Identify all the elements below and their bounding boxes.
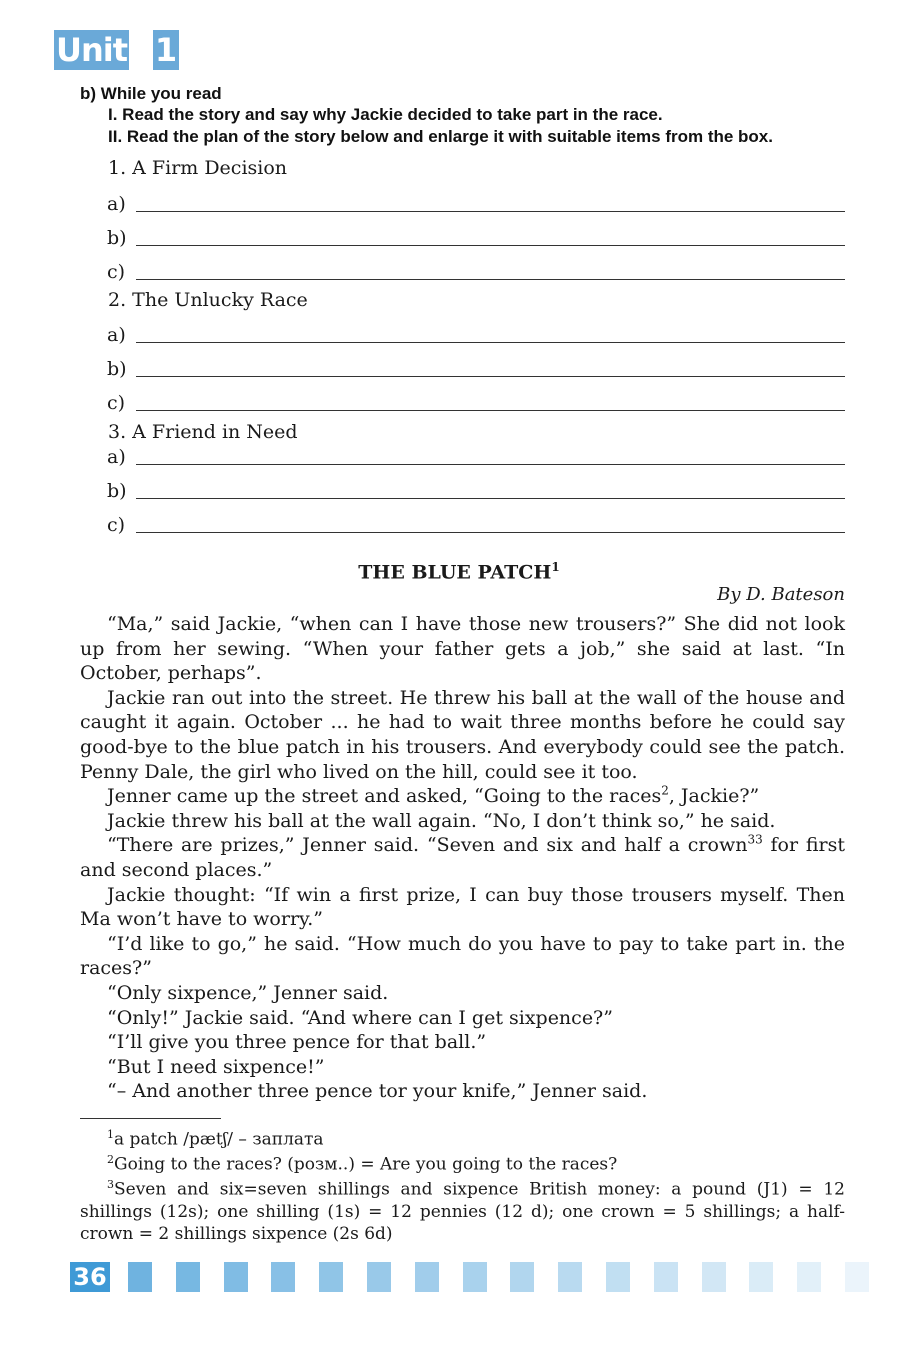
plan-item-label: b)	[107, 227, 127, 249]
plan-heading-2: 2. The Unlucky Race	[108, 289, 308, 311]
answer-line[interactable]	[136, 498, 845, 499]
plan-item-label: c)	[107, 514, 126, 536]
footnote-2: $^2$Going to the races? (розм..) = Are you going to the races?	[107, 1153, 618, 1175]
plan-item-label: c)	[107, 261, 126, 283]
story-paragraph: Jackie thought: “If win a first prize, I can buy those trousers myself. Then Ma won’t have to worry.”	[80, 883, 845, 931]
decorative-square	[319, 1262, 343, 1292]
plan-item-label: a)	[107, 324, 126, 346]
story-paragraph: Jackie ran out into the street. He threw his ball at the wall of the house and caught it again. October ... he had to wait three months before he could say good-bye to the blue patch in his trousers. And everybody could see the patch. Penny Dale, the girl who lived on the hill, could see it too.	[80, 686, 845, 783]
unit-label: Unit	[56, 31, 128, 69]
story-author: By D. Bateson	[717, 584, 845, 605]
story-paragraph: “Ma,” said Jackie, “when can I have those new trousers?” She did not look up from her sewing. “When your father gets a job,” she said at last. “In October, perhaps”.	[80, 613, 845, 685]
decorative-square	[271, 1262, 295, 1292]
footnote-divider	[80, 1118, 221, 1119]
story-paragraph: “Only!” Jackie said. “And where can I get sixpence?”	[107, 1006, 613, 1029]
decorative-square	[128, 1262, 152, 1292]
decorative-square	[702, 1262, 726, 1292]
decorative-square	[558, 1262, 582, 1292]
story-paragraph: Jenner came up the street and asked, “Going to the races$^2$, Jackie?”	[107, 783, 760, 808]
section-heading: b) While you read	[80, 84, 222, 103]
decorative-square	[463, 1262, 487, 1292]
decorative-square	[749, 1262, 773, 1292]
decorative-square	[845, 1262, 869, 1292]
plan-item-label: c)	[107, 392, 126, 414]
decorative-square	[415, 1262, 439, 1292]
decorative-square	[606, 1262, 630, 1292]
plan-item-label: a)	[107, 193, 126, 215]
answer-line[interactable]	[136, 464, 845, 465]
task-one: I. Read the story and say why Jackie decided to take part in the race.	[108, 105, 663, 124]
decorative-square	[654, 1262, 678, 1292]
story-title	[0, 560, 918, 583]
story-paragraph: “There are prizes,” Jenner said. “Seven and six and half a crown$^{33}$ for first and second places.”	[80, 833, 846, 881]
story-paragraph: “I’ll give you three pence for that ball.”	[107, 1031, 487, 1054]
decorative-square	[510, 1262, 534, 1292]
story-paragraph: Jackie threw his ball at the wall again. “No, I don’t think so,” he said.	[107, 809, 776, 832]
plan-item-label: a)	[107, 446, 126, 468]
answer-line[interactable]	[136, 211, 845, 212]
answer-line[interactable]	[136, 410, 845, 411]
answer-line[interactable]	[136, 342, 845, 343]
plan-heading-3: 3. A Friend in Need	[108, 421, 298, 443]
answer-line[interactable]	[136, 245, 845, 246]
plan-item-label: b)	[107, 480, 127, 502]
decorative-square	[176, 1262, 200, 1292]
footnote-3: $^3$Seven and six=seven shillings and sixpence British money: a pound (J1) = 12 shillings (12s); one shilling (1s) = 12 pennies (12 d); one crown = 5 shillings; a half-crown = 2 shillings sixpence (2s 6d)	[80, 1178, 845, 1244]
footnote-ref: 1	[551, 560, 560, 574]
answer-line[interactable]	[136, 376, 845, 377]
story-paragraph: “I’d like to go,” he said. “How much do you have to pay to take part in. the races?”	[80, 932, 845, 980]
story-body	[80, 612, 845, 1104]
footnote-ref: 2	[661, 783, 669, 798]
decorative-square	[367, 1262, 391, 1292]
story-title-text: THE BLUE PATCH	[358, 561, 552, 584]
plan-heading-1: 1. A Firm Decision	[108, 157, 288, 179]
footnote-ref: 33	[747, 833, 763, 848]
story-paragraph: “– And another three pence tor your knife,” Jenner said.	[107, 1080, 648, 1103]
answer-line[interactable]	[136, 532, 845, 533]
task-two: II. Read the plan of the story below and enlarge it with suitable items from the box.	[108, 127, 773, 146]
footnote-1: $^1$a patch /pætʃ/ – заплата	[107, 1128, 324, 1150]
unit-number: 1	[154, 31, 178, 69]
plan-item-label: b)	[107, 358, 127, 380]
page-number: 36	[70, 1262, 110, 1292]
decorative-square	[797, 1262, 821, 1292]
decorative-square	[224, 1262, 248, 1292]
answer-line[interactable]	[136, 279, 845, 280]
story-paragraph: “Only sixpence,” Jenner said.	[107, 981, 389, 1004]
unit-badge	[54, 30, 179, 70]
story-paragraph: “But I need sixpence!”	[107, 1055, 325, 1078]
